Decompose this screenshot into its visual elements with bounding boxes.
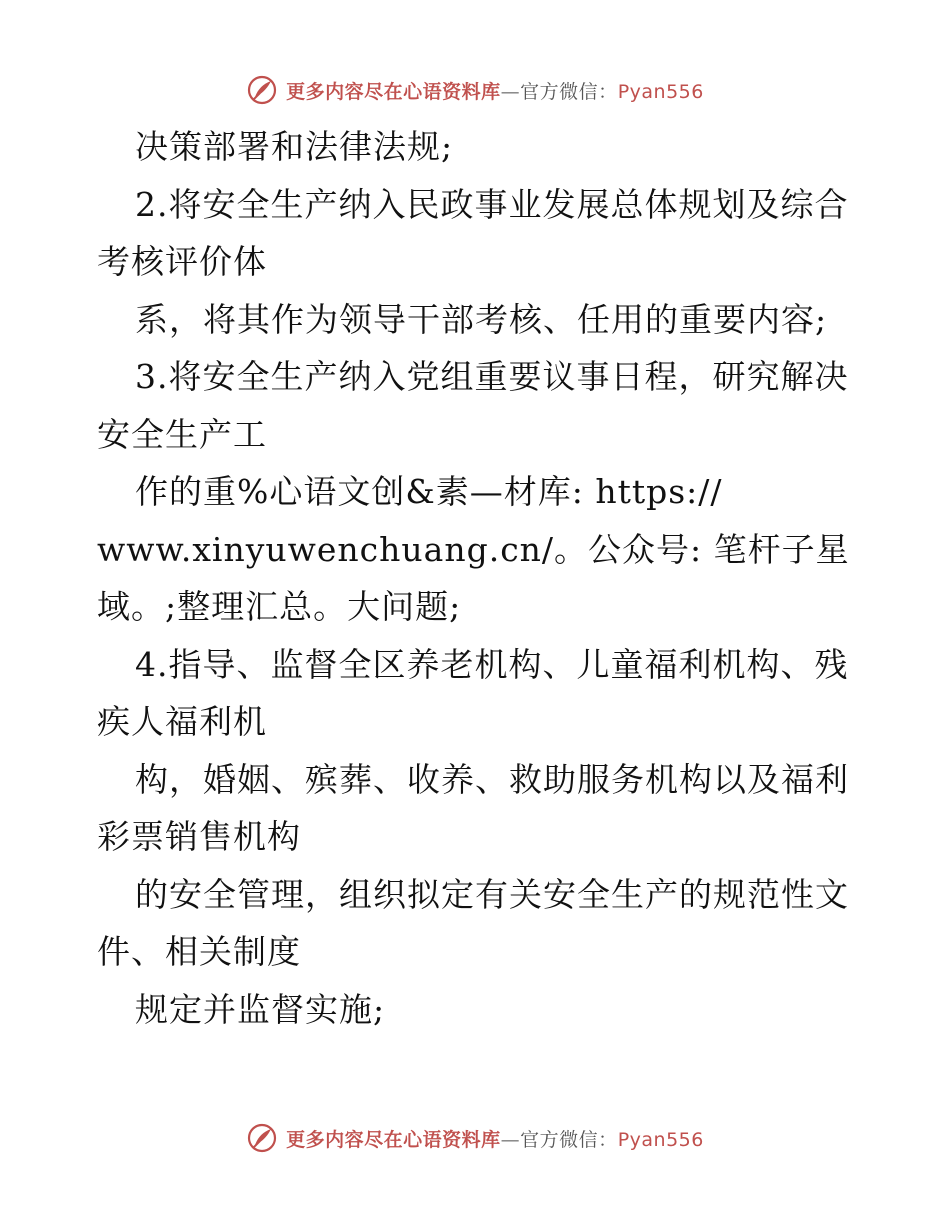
watermark-footer [0, 1118, 950, 1158]
feather-pen-logo-icon [246, 1122, 278, 1154]
watermark-official-label: 官方微信： [520, 80, 618, 103]
watermark-brand: 更多内容尽在心语资料库 [286, 1128, 501, 1151]
text-line: 件、相关制度 [97, 932, 301, 971]
watermark-dash: — [500, 1128, 521, 1151]
text-line: 的安全管理，组织拟定有关安全生产的规范性文 [135, 874, 849, 914]
text-line: 2.将安全生产纳入民政事业发展总体规划及综合 [135, 184, 849, 224]
watermark-account: Pyan556 [617, 80, 704, 103]
text-line: 作的重%心语文创&素—材库: https:// [135, 472, 723, 511]
text-line: 安全生产工 [97, 414, 267, 454]
watermark-account: Pyan556 [617, 1128, 704, 1151]
text-line: 构，婚姻、殡葬、收养、救助服务机构以及福利 [135, 759, 849, 799]
text-line: 域。;整理汇总。大问题; [97, 587, 462, 626]
text-line: 4.指导、监督全区养老机构、儿童福利机构、残 [135, 644, 849, 684]
text-line: 3.将安全生产纳入党组重要议事日程，研究解决 [135, 357, 849, 396]
text-line: www.xinyuwenchuang.cn/。公众号: 笔杆子星 [97, 529, 850, 569]
text-line: 彩票销售机构 [97, 817, 301, 856]
text-line: 决策部署和法律法规; [135, 127, 454, 166]
watermark-official-label: 官方微信： [520, 1128, 618, 1151]
watermark-text [286, 77, 704, 104]
text-line: 考核评价体 [97, 242, 267, 281]
feather-pen-logo-icon [246, 74, 278, 106]
watermark-text [286, 1125, 704, 1152]
watermark-brand: 更多内容尽在心语资料库 [286, 80, 501, 103]
text-line: 系，将其作为领导干部考核、任用的重要内容; [135, 299, 828, 339]
watermark-header [0, 70, 950, 110]
text-line: 疾人福利机 [97, 702, 267, 741]
watermark-dash: — [500, 80, 521, 103]
text-line: 规定并监督实施; [135, 989, 386, 1029]
document-body [97, 118, 867, 1038]
